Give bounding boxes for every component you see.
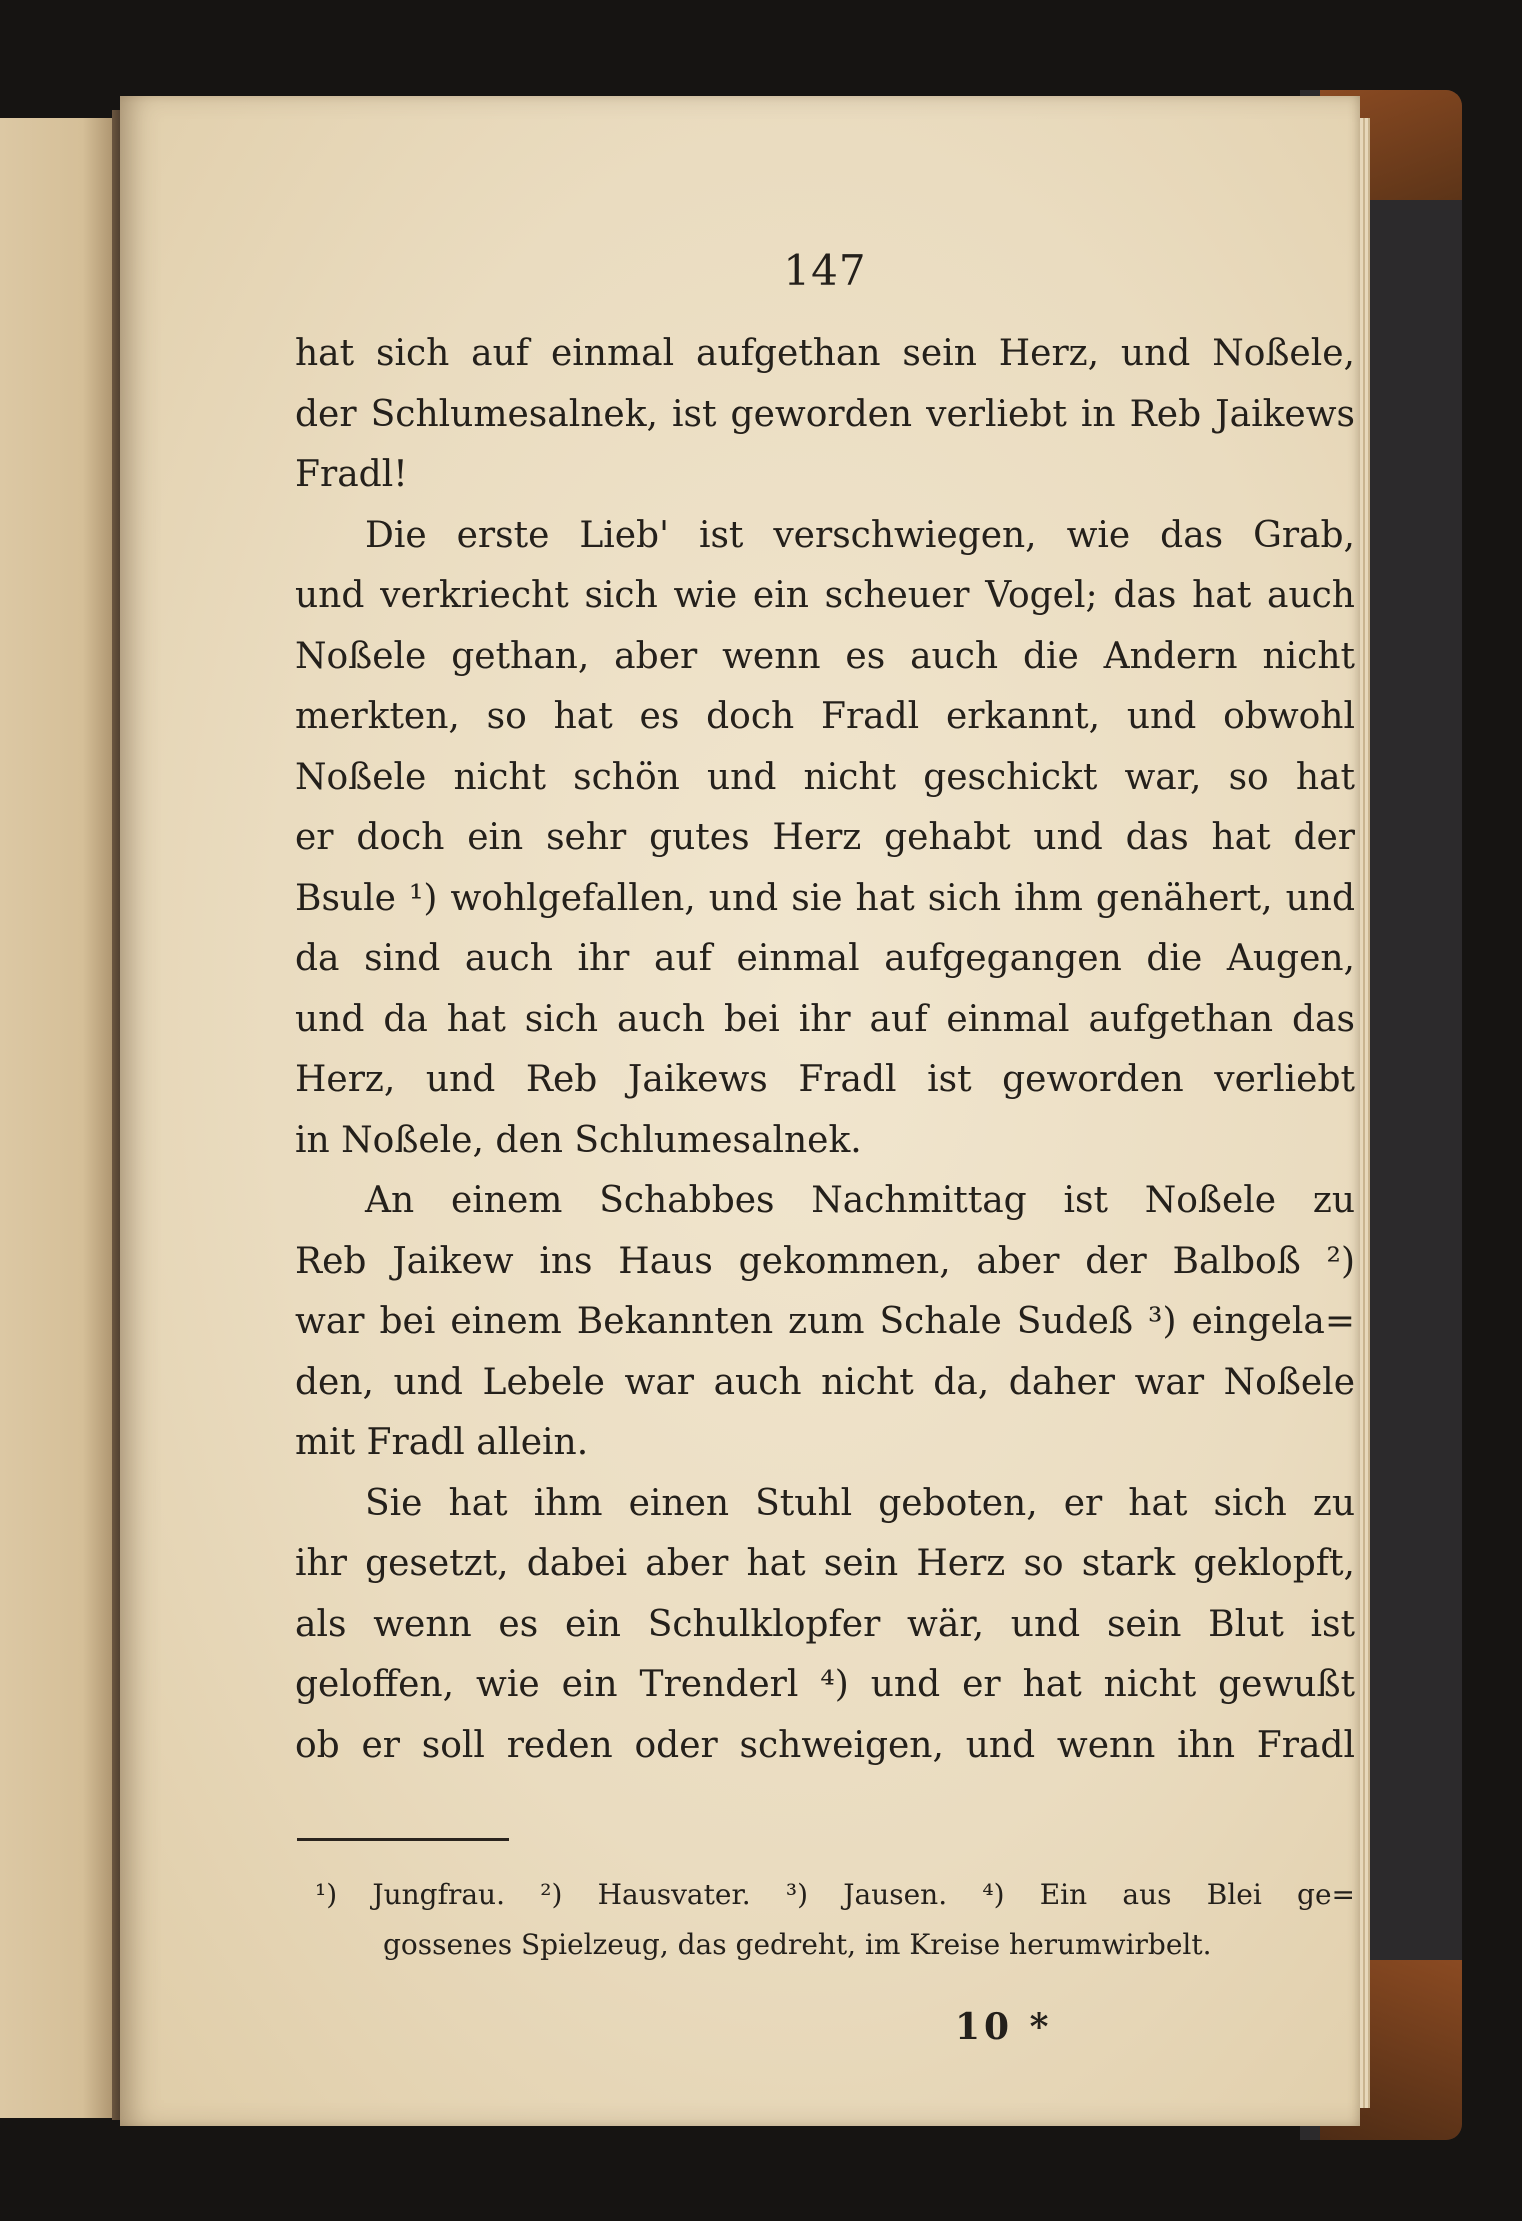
text-line: Reb Jaikew ins Haus gekommen, aber der Balboß ²)	[295, 1240, 1355, 1282]
text-line: ihr gesetzt, dabei aber hat sein Herz so stark geklopft,	[295, 1543, 1355, 1584]
text-line: als wenn es ein Schulklopfer wär, und sein Blut ist	[295, 1603, 1355, 1645]
page-number: 147	[783, 246, 867, 295]
text-line: da sind auch ihr auf einmal aufgegangen die Augen,	[295, 938, 1355, 979]
text-line: An einem Schabbes Nachmittag ist Noßele zu	[365, 1180, 1355, 1221]
text-line: Die erste Lieb' ist verschwiegen, wie das Grab,	[365, 514, 1355, 556]
text-line: geloffen, wie ein Trenderl ⁴) und er hat nicht gewußt	[295, 1664, 1355, 1705]
text-block	[295, 96, 1355, 2126]
text-line: Noßele gethan, aber wenn es auch die Andern nicht	[295, 635, 1355, 677]
text-line: Fradl!	[295, 454, 408, 495]
text-line: war bei einem Bekannten zum Schale Sudeß ³) eingela=	[295, 1301, 1355, 1342]
text-line: mit Fradl allein.	[295, 1422, 589, 1463]
text-line: Noßele nicht schön und nicht geschickt war, so hat	[295, 756, 1355, 798]
footnotes	[315, 1870, 1355, 1970]
footnote-rule	[297, 1838, 509, 1841]
text-line: ob er soll reden oder schweigen, und wenn ihn Fradl	[295, 1724, 1355, 1766]
left-page-edge	[0, 118, 118, 2118]
footnote-line: ¹) Jungfrau. ²) Hausvater. ³) Jausen. ⁴) Ein aus Blei ge=	[315, 1878, 1355, 1911]
text-line: er doch ein sehr gutes Herz gehabt und das hat der	[295, 817, 1355, 858]
text-line: merkten, so hat es doch Fradl erkannt, und obwohl	[295, 696, 1355, 737]
right-page	[120, 96, 1360, 2126]
text-line: in Noßele, den Schlumesalnek.	[295, 1119, 862, 1161]
text-line: den, und Lebele war auch nicht da, daher war Noßele	[295, 1361, 1355, 1403]
body-text	[295, 324, 1355, 1776]
text-line: und da hat sich auch bei ihr auf einmal aufgethan das	[295, 998, 1355, 1040]
text-line: Sie hat ihm einen Stuhl geboten, er hat sich zu	[365, 1482, 1355, 1524]
sheet-signature: 10 *	[955, 2006, 1053, 2048]
text-line: Bsule ¹) wohlgefallen, und sie hat sich ihm genähert, und	[295, 877, 1355, 919]
text-line: und verkriecht sich wie ein scheuer Vogel; das hat auch	[295, 575, 1355, 616]
text-line: Herz, und Reb Jaikews Fradl ist geworden verliebt	[295, 1059, 1355, 1100]
text-line: der Schlumesalnek, ist geworden verliebt in Reb Jaikews	[295, 393, 1355, 435]
text-line: hat sich auf einmal aufgethan sein Herz, und Noßele,	[295, 333, 1355, 374]
footnote-line: gossenes Spielzeug, das gedreht, im Kreise herumwirbelt.	[383, 1928, 1212, 1961]
